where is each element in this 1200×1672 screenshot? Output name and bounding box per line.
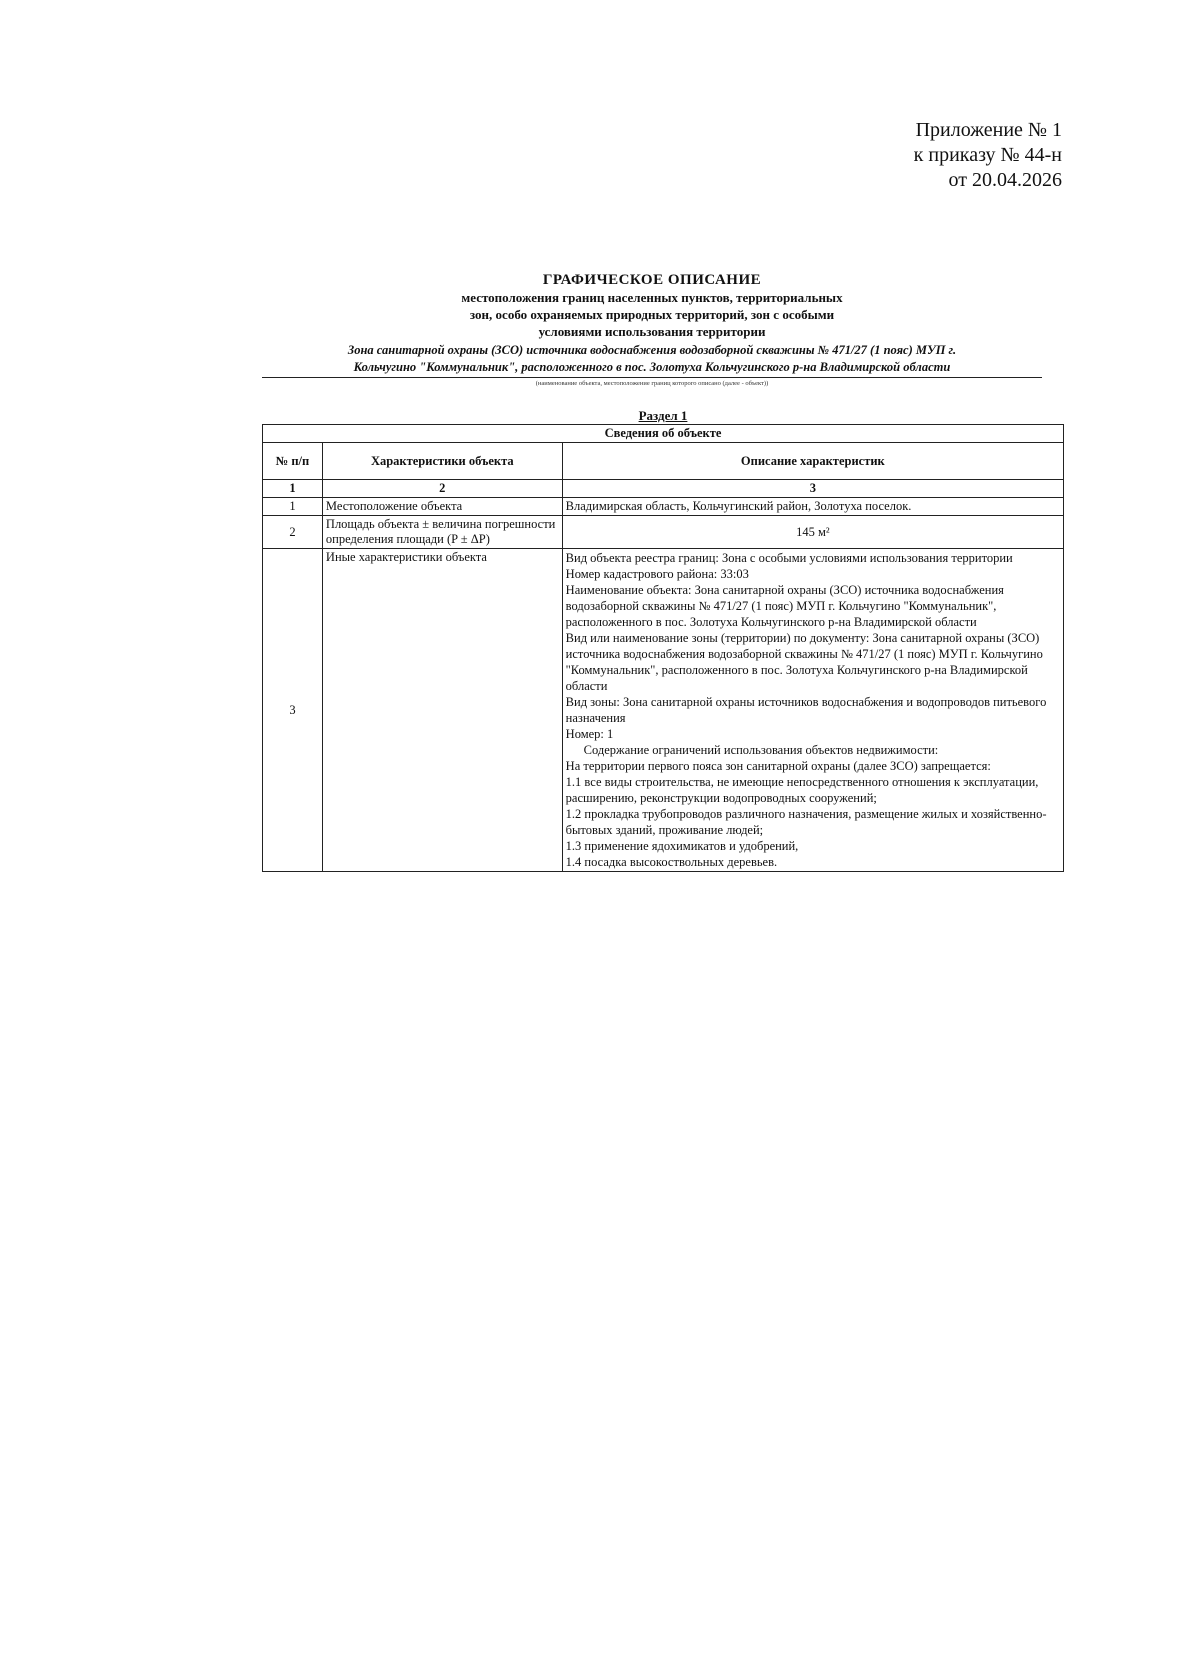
row-number: 1 [263, 498, 323, 516]
table-header-row [263, 443, 1064, 480]
restriction-item: 1.2 прокладка трубопроводов различного назначения, размещение жилых и хозяйственно-бытовых зданий, проживание людей; [565, 807, 1047, 837]
row-details [562, 549, 1063, 872]
table-row [263, 498, 1064, 516]
section-title: Раздел 1 [638, 408, 688, 423]
restriction-item: 1.1 все виды строительства, не имеющие непосредственного отношения к эксплуатации, расширению, реконструкции водопроводных сооружений; [565, 775, 1039, 805]
detail-restrictions-intro: На территории первого пояса зон санитарной охраны (далее ЗСО) запрещается: [565, 759, 991, 773]
table-row [263, 549, 1064, 872]
header-number: № п/п [263, 443, 323, 480]
subtitle-line-3: условиями использования территории [538, 324, 766, 339]
header-description: Описание характеристик [562, 443, 1063, 480]
row-value: 145 м² [562, 516, 1063, 549]
title-block [262, 272, 1042, 387]
subtitle-line-2: зон, особо охраняемых природных территорий, зон с особыми [469, 307, 835, 322]
row-name: Площадь объекта ± величина погрешности определения площади (P ± ΔP) [322, 516, 562, 549]
row-value: Владимирская область, Кольчугинский район, Золотуха поселок. [562, 498, 1063, 516]
column-number-1: 1 [263, 480, 323, 498]
column-number-3: 3 [562, 480, 1063, 498]
document-title: ГРАФИЧЕСКОЕ ОПИСАНИЕ [542, 272, 762, 288]
detail-cadastral-district: Номер кадастрового района: 33:03 [565, 567, 749, 581]
appendix-header [914, 118, 1062, 193]
object-info-table [262, 424, 1064, 872]
table-caption-row [263, 425, 1064, 443]
detail-zone-type: Вид зоны: Зона санитарной охраны источников водоснабжения и водопроводов питьевого назначения [565, 695, 1047, 725]
detail-number: Номер: 1 [565, 727, 614, 741]
subtitle-line-1: местоположения границ населенных пунктов, территориальных [461, 290, 843, 305]
appendix-line-3: от 20.04.2026 [948, 169, 1062, 191]
object-name [262, 342, 1042, 378]
restriction-item: 1.3 применение ядохимикатов и удобрений, [565, 839, 799, 853]
table-row [263, 516, 1064, 549]
detail-restrictions-title: Содержание ограничений использования объектов недвижимости: [583, 743, 939, 757]
row-name: Иные характеристики объекта [322, 549, 562, 872]
restriction-item: 1.4 посадка высокоствольных деревьев. [565, 855, 778, 869]
row-number: 2 [263, 516, 323, 549]
object-name-line-1: Зона санитарной охраны (ЗСО) источника водоснабжения водозаборной скважины № 471/27 (1 пояс) МУП г. [347, 343, 957, 357]
detail-object-type: Вид объекта реестра границ: Зона с особыми условиями использования территории [565, 551, 1013, 565]
object-name-line-2: Кольчугино "Коммунальник", расположенного в пос. Золотуха Кольчугинского р-на Владимирской области [353, 360, 951, 374]
row-number: 3 [263, 549, 323, 872]
column-number-2: 2 [322, 480, 562, 498]
column-numbers-row [263, 480, 1064, 498]
table-caption: Сведения об объекте [263, 425, 1064, 443]
row-name: Местоположение объекта [322, 498, 562, 516]
appendix-line-1: Приложение № 1 [915, 119, 1062, 141]
detail-object-name: Наименование объекта: Зона санитарной охраны (ЗСО) источника водоснабжения водозаборной скважины № 471/27 (1 пояс) МУП г. Кольчугино "Коммунальник", расположенного в пос. Золотуха Кольчугинского р-на Владимирской области [565, 583, 1004, 629]
detail-zone-name: Вид или наименование зоны (территории) по документу: Зона санитарной охраны (ЗСО) источника водоснабжения водозаборной скважины № 471/27 (1 пояс) МУП г. Кольчугино "Коммунальник", расположенного в пос. Золотуха Кольчугинского р-на Владимирской области [565, 631, 1043, 693]
header-characteristics: Характеристики объекта [322, 443, 562, 480]
object-note: (наименование объекта, местоположение границ которого описано (далее - объект)) [535, 380, 769, 387]
appendix-line-2: к приказу № 44-н [913, 144, 1062, 166]
